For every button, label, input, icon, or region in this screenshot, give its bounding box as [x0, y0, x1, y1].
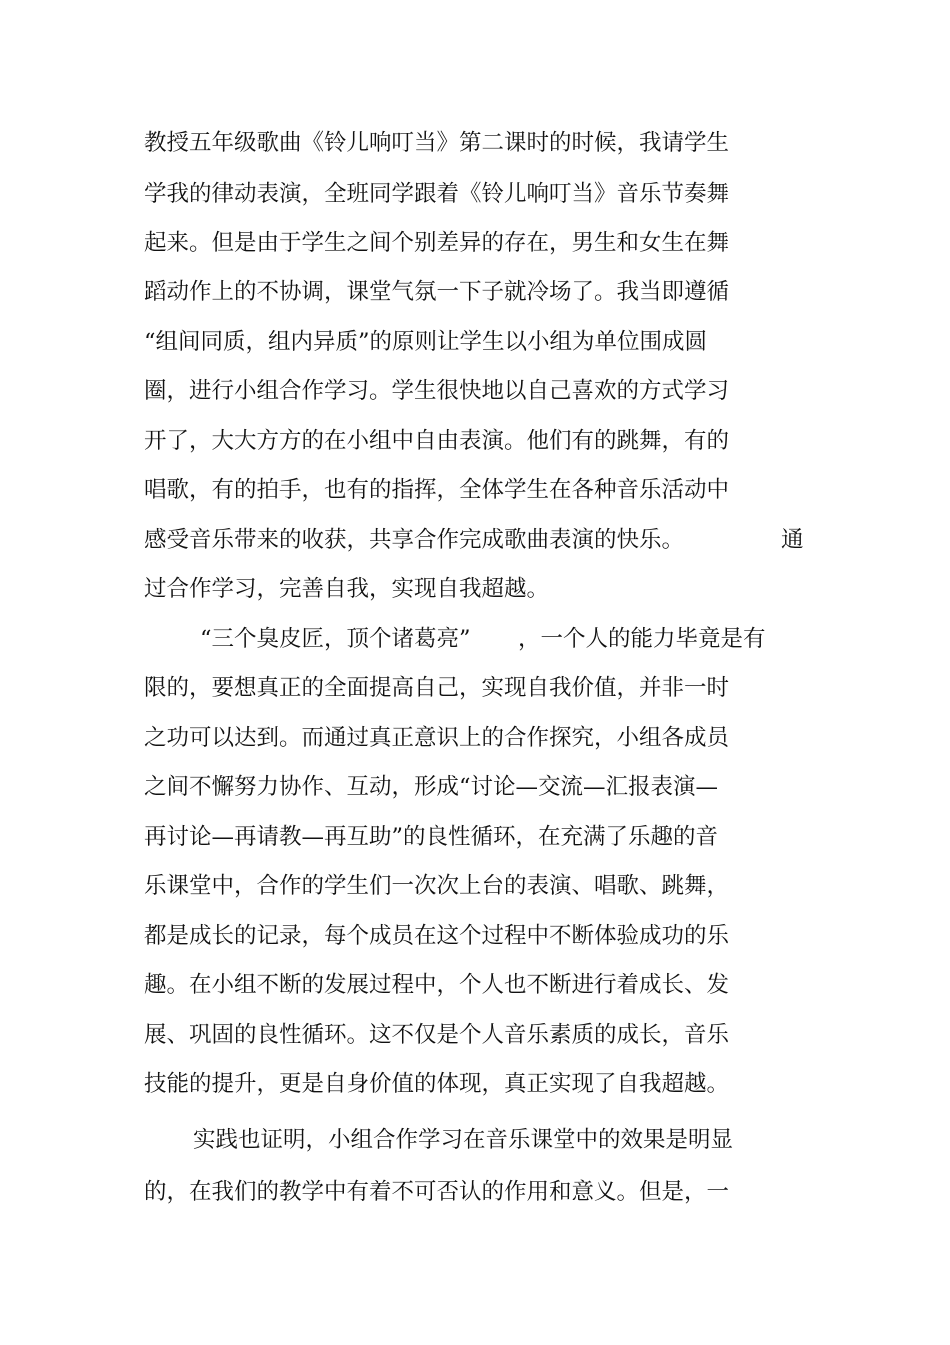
text-line: 的，在我们的教学中有着不可否认的作用和意义。但是，一	[144, 1179, 730, 1205]
text-line: 起来。但是由于学生之间个别差异的存在，男生和女生在舞	[144, 230, 730, 256]
text-line: 蹈动作上的不协调，课堂气氛一下子就冷场了。我当即遵循	[144, 279, 730, 305]
text-line: 技能的提升，更是自身价值的体现，真正实现了自我超越。	[144, 1071, 730, 1097]
text-line: 趣。在小组不断的发展过程中，个人也不断进行着成长、发	[144, 972, 730, 998]
text-line: 圈，进行小组合作学习。学生很快地以自己喜欢的方式学习	[144, 378, 730, 404]
text-line: 学我的律动表演，全班同学跟着《铃儿响叮当》音乐节奏舞	[144, 181, 730, 207]
text-line: “组间同质，组内异质”的原则让学生以小组为单位围成圆	[144, 329, 708, 355]
text-line: 都是成长的记录，每个成员在这个过程中不断体验成功的乐	[144, 923, 730, 949]
text-line: “三个臭皮匠，顶个诸葛亮”	[200, 626, 471, 652]
text-line: 开了，大大方方的在小组中自由表演。他们有的跳舞，有的	[144, 428, 730, 454]
text-line: 教授五年级歌曲《铃儿响叮当》第二课时的时候，我请学生	[144, 130, 730, 156]
text-line: 感受音乐带来的收获，共享合作完成歌曲表演的快乐。	[144, 527, 685, 553]
text-line: 限的，要想真正的全面提高自己，实现自我价值，并非一时	[144, 675, 730, 701]
text-line-tail: 通	[781, 527, 804, 553]
text-line: 再讨论—再请教—再互助”的良性循环，在充满了乐趣的音	[144, 824, 719, 850]
text-line: 过合作学习，完善自我，实现自我超越。	[144, 576, 550, 602]
text-line: 唱歌，有的拍手，也有的指挥，全体学生在各种音乐活动中	[144, 477, 730, 503]
text-line: 之功可以达到。而通过真正意识上的合作探究，小组各成员	[144, 725, 730, 751]
text-line: 之间不懈努力协作、互动，形成“讨论—交流—汇报表演—	[144, 774, 719, 800]
text-line: 实践也证明，小组合作学习在音乐课堂中的效果是明显	[193, 1127, 734, 1153]
text-line: 展、巩固的良性循环。这不仅是个人音乐素质的成长，音乐	[144, 1022, 730, 1048]
text-line-tail: ，一个人的能力毕竟是有	[518, 626, 766, 652]
text-line: 乐课堂中，合作的学生们一次次上台的表演、唱歌、跳舞，	[144, 873, 730, 899]
